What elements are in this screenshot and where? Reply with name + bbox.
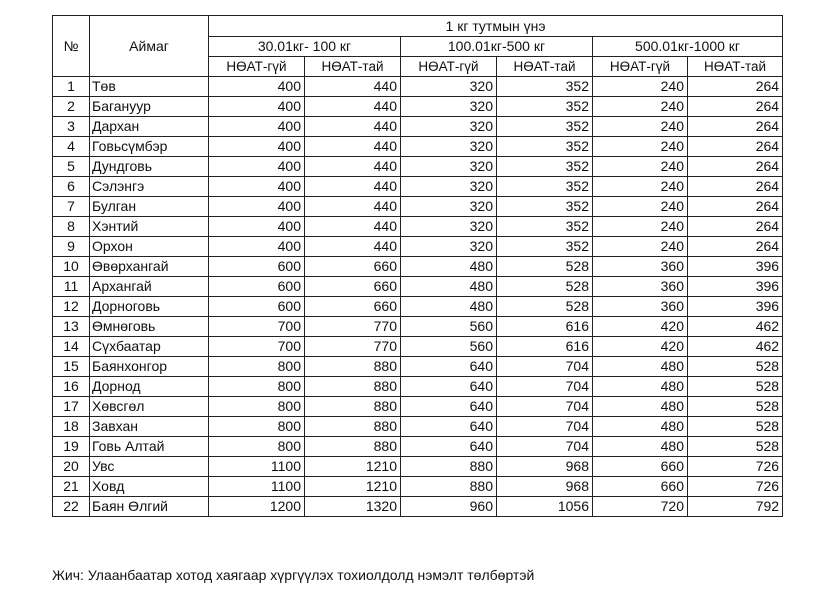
price-cell: 660 (593, 477, 688, 497)
row-number: 18 (53, 417, 90, 437)
price-cell: 528 (688, 397, 783, 417)
price-cell: 880 (305, 437, 401, 457)
price-cell: 440 (305, 177, 401, 197)
price-cell: 320 (401, 237, 497, 257)
price-cell: 880 (305, 417, 401, 437)
province-name: Архангай (90, 277, 209, 297)
table-row (53, 317, 783, 337)
price-cell: 352 (497, 237, 593, 257)
price-cell: 640 (401, 437, 497, 457)
row-number: 9 (53, 237, 90, 257)
price-cell: 1056 (497, 497, 593, 517)
price-cell: 528 (497, 297, 593, 317)
price-cell: 480 (593, 417, 688, 437)
price-cell: 264 (688, 137, 783, 157)
province-name: Өвөрхангай (90, 257, 209, 277)
table-row (53, 337, 783, 357)
price-cell: 240 (593, 157, 688, 177)
table-row (53, 397, 783, 417)
price-cell: 352 (497, 137, 593, 157)
price-cell: 240 (593, 177, 688, 197)
vat-included-header: НӨАТ-тай (688, 57, 783, 77)
price-cell: 880 (305, 377, 401, 397)
price-cell: 800 (209, 377, 305, 397)
price-cell: 660 (305, 277, 401, 297)
price-cell: 240 (593, 237, 688, 257)
price-cell: 1100 (209, 457, 305, 477)
price-cell: 800 (209, 397, 305, 417)
price-cell: 480 (593, 357, 688, 377)
price-cell: 704 (497, 397, 593, 417)
price-cell: 264 (688, 77, 783, 97)
table-row (53, 457, 783, 477)
row-number: 14 (53, 337, 90, 357)
table-body (53, 77, 783, 517)
price-cell: 396 (688, 257, 783, 277)
vat-excluded-header: НӨАТ-гүй (401, 57, 497, 77)
table-row (53, 377, 783, 397)
province-name: Увс (90, 457, 209, 477)
table-row (53, 117, 783, 137)
table-row (53, 177, 783, 197)
price-cell: 264 (688, 197, 783, 217)
province-name: Дундговь (90, 157, 209, 177)
price-cell: 480 (401, 277, 497, 297)
province-name: Дорнод (90, 377, 209, 397)
price-cell: 352 (497, 197, 593, 217)
price-cell: 440 (305, 97, 401, 117)
price-cell: 462 (688, 337, 783, 357)
price-cell: 600 (209, 257, 305, 277)
price-cell: 400 (209, 117, 305, 137)
price-cell: 1210 (305, 477, 401, 497)
price-cell: 440 (305, 217, 401, 237)
table-row (53, 297, 783, 317)
row-number: 15 (53, 357, 90, 377)
price-cell: 264 (688, 157, 783, 177)
price-cell: 440 (305, 157, 401, 177)
price-cell: 264 (688, 237, 783, 257)
price-cell: 400 (209, 137, 305, 157)
price-cell: 352 (497, 157, 593, 177)
vat-included-header: НӨАТ-тай (305, 57, 401, 77)
price-cell: 400 (209, 237, 305, 257)
vat-excluded-header: НӨАТ-гүй (209, 57, 305, 77)
province-name: Баянхонгор (90, 357, 209, 377)
price-cell: 560 (401, 337, 497, 357)
price-cell: 660 (305, 297, 401, 317)
price-table (52, 15, 783, 517)
row-number: 3 (53, 117, 90, 137)
price-cell: 352 (497, 97, 593, 117)
vat-excluded-header: НӨАТ-гүй (593, 57, 688, 77)
price-cell: 440 (305, 117, 401, 137)
province-name: Баян Өлгий (90, 497, 209, 517)
price-cell: 560 (401, 317, 497, 337)
price-cell: 700 (209, 337, 305, 357)
row-number: 5 (53, 157, 90, 177)
province-name: Сүхбаатар (90, 337, 209, 357)
price-cell: 880 (305, 397, 401, 417)
price-cell: 660 (593, 457, 688, 477)
price-cell: 600 (209, 277, 305, 297)
price-cell: 880 (401, 457, 497, 477)
row-number: 20 (53, 457, 90, 477)
row-number: 22 (53, 497, 90, 517)
price-cell: 352 (497, 117, 593, 137)
price-cell: 360 (593, 297, 688, 317)
price-cell: 792 (688, 497, 783, 517)
range-header-1: 30.01кг- 100 кг (209, 37, 401, 57)
row-number: 4 (53, 137, 90, 157)
price-cell: 400 (209, 217, 305, 237)
price-cell: 320 (401, 137, 497, 157)
price-cell: 704 (497, 357, 593, 377)
price-cell: 360 (593, 257, 688, 277)
price-cell: 240 (593, 97, 688, 117)
province-name: Төв (90, 77, 209, 97)
price-cell: 528 (688, 437, 783, 457)
row-number: 2 (53, 97, 90, 117)
price-cell: 396 (688, 277, 783, 297)
vat-included-header: НӨАТ-тай (497, 57, 593, 77)
price-cell: 320 (401, 117, 497, 137)
price-cell: 400 (209, 77, 305, 97)
price-cell: 264 (688, 117, 783, 137)
row-number: 10 (53, 257, 90, 277)
price-cell: 320 (401, 97, 497, 117)
price-cell: 462 (688, 317, 783, 337)
province-name: Говьсүмбэр (90, 137, 209, 157)
price-cell: 396 (688, 297, 783, 317)
price-cell: 640 (401, 357, 497, 377)
row-number: 6 (53, 177, 90, 197)
table-row (53, 437, 783, 457)
footnote: Жич: Улаанбаатар хотод хаягаар хүргүүлэх тохиолдолд нэмэлт төлбөртэй (52, 567, 535, 583)
price-cell: 720 (593, 497, 688, 517)
price-cell: 400 (209, 157, 305, 177)
price-cell: 968 (497, 457, 593, 477)
row-number: 12 (53, 297, 90, 317)
column-header-province: Аймаг (90, 16, 209, 77)
row-number: 16 (53, 377, 90, 397)
price-cell: 968 (497, 477, 593, 497)
row-number: 19 (53, 437, 90, 457)
price-cell: 352 (497, 77, 593, 97)
row-number: 13 (53, 317, 90, 337)
table-row (53, 217, 783, 237)
price-cell: 264 (688, 97, 783, 117)
price-cell: 1210 (305, 457, 401, 477)
province-name: Булган (90, 197, 209, 217)
price-cell: 240 (593, 197, 688, 217)
price-cell: 726 (688, 477, 783, 497)
table-row (53, 357, 783, 377)
price-cell: 352 (497, 217, 593, 237)
price-cell: 770 (305, 337, 401, 357)
price-cell: 440 (305, 237, 401, 257)
price-cell: 528 (497, 257, 593, 277)
price-cell: 1320 (305, 497, 401, 517)
price-cell: 528 (497, 277, 593, 297)
province-name: Дархан (90, 117, 209, 137)
range-header-3: 500.01кг-1000 кг (593, 37, 783, 57)
price-cell: 660 (305, 257, 401, 277)
table-row (53, 157, 783, 177)
row-number: 7 (53, 197, 90, 217)
price-cell: 1200 (209, 497, 305, 517)
price-cell: 616 (497, 317, 593, 337)
price-cell: 704 (497, 437, 593, 457)
price-cell: 640 (401, 377, 497, 397)
price-cell: 264 (688, 177, 783, 197)
province-name: Хөвсгөл (90, 397, 209, 417)
price-cell: 480 (593, 397, 688, 417)
price-cell: 264 (688, 217, 783, 237)
table-row (53, 197, 783, 217)
table-row (53, 497, 783, 517)
row-number: 1 (53, 77, 90, 97)
range-header-2: 100.01кг-500 кг (401, 37, 593, 57)
province-name: Ховд (90, 477, 209, 497)
table-row (53, 257, 783, 277)
price-cell: 704 (497, 417, 593, 437)
price-cell: 240 (593, 117, 688, 137)
province-name: Хэнтий (90, 217, 209, 237)
price-cell: 960 (401, 497, 497, 517)
province-name: Багануур (90, 97, 209, 117)
table-row (53, 77, 783, 97)
price-cell: 240 (593, 77, 688, 97)
price-per-kg-header: 1 кг тутмын үнэ (209, 16, 783, 37)
price-cell: 420 (593, 317, 688, 337)
price-cell: 880 (305, 357, 401, 377)
row-number: 8 (53, 217, 90, 237)
price-cell: 240 (593, 137, 688, 157)
province-name: Сэлэнгэ (90, 177, 209, 197)
price-cell: 1100 (209, 477, 305, 497)
province-name: Орхон (90, 237, 209, 257)
price-cell: 600 (209, 297, 305, 317)
province-name: Завхан (90, 417, 209, 437)
table-row (53, 477, 783, 497)
price-cell: 770 (305, 317, 401, 337)
price-cell: 320 (401, 77, 497, 97)
price-cell: 640 (401, 397, 497, 417)
province-name: Дорноговь (90, 297, 209, 317)
price-cell: 320 (401, 217, 497, 237)
price-cell: 320 (401, 177, 497, 197)
price-cell: 700 (209, 317, 305, 337)
price-cell: 480 (401, 297, 497, 317)
table-row (53, 417, 783, 437)
table-row (53, 237, 783, 257)
table-row (53, 277, 783, 297)
price-cell: 360 (593, 277, 688, 297)
price-cell: 400 (209, 197, 305, 217)
price-cell: 400 (209, 177, 305, 197)
price-cell: 480 (593, 377, 688, 397)
price-cell: 352 (497, 177, 593, 197)
price-cell: 800 (209, 417, 305, 437)
price-cell: 440 (305, 197, 401, 217)
price-cell: 320 (401, 197, 497, 217)
price-cell: 880 (401, 477, 497, 497)
price-cell: 528 (688, 357, 783, 377)
row-number: 11 (53, 277, 90, 297)
province-name: Өмнөговь (90, 317, 209, 337)
price-cell: 616 (497, 337, 593, 357)
row-number: 21 (53, 477, 90, 497)
table-row (53, 137, 783, 157)
price-cell: 528 (688, 417, 783, 437)
price-cell: 800 (209, 357, 305, 377)
row-number: 17 (53, 397, 90, 417)
price-cell: 726 (688, 457, 783, 477)
price-cell: 640 (401, 417, 497, 437)
price-cell: 420 (593, 337, 688, 357)
price-cell: 440 (305, 137, 401, 157)
price-cell: 800 (209, 437, 305, 457)
province-name: Говь Алтай (90, 437, 209, 457)
price-cell: 704 (497, 377, 593, 397)
table-row (53, 97, 783, 117)
column-header-number: № (53, 16, 90, 77)
price-cell: 480 (593, 437, 688, 457)
price-cell: 320 (401, 157, 497, 177)
price-cell: 440 (305, 77, 401, 97)
price-cell: 528 (688, 377, 783, 397)
price-cell: 400 (209, 97, 305, 117)
price-cell: 480 (401, 257, 497, 277)
price-cell: 240 (593, 217, 688, 237)
